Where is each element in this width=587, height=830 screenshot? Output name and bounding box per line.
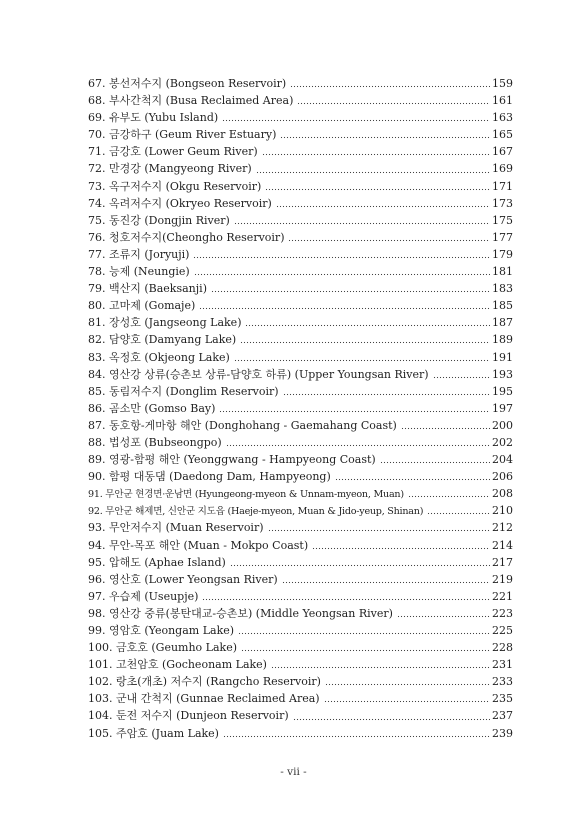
dot-leader (280, 136, 490, 139)
toc-entry-title: 91. 무안군 현경면·운남면 (Hyungeong-myeon & Unnam-myeon, Muan) (88, 489, 404, 501)
toc-entry-title: 97. 우습제 (Useupje) (88, 589, 199, 603)
toc-entry-title: 98. 영산강 중류(봉탄대교-승촌보) (Middle Yeongsan River) (88, 606, 393, 620)
toc-entry-page: 219 (492, 572, 513, 586)
toc-entry-title: 67. 봉선저수지 (Bongseon Reservoir) (88, 77, 287, 90)
toc-entry-page: 169 (492, 162, 513, 176)
toc-entry-title: 69. 유부도 (Yubu Island) (88, 111, 219, 125)
dot-leader (288, 239, 490, 242)
toc-entry-page: 189 (492, 333, 513, 347)
dot-leader (199, 307, 490, 310)
toc-entry[interactable] (88, 502, 513, 519)
toc-entry-page: 208 (492, 487, 513, 501)
toc-entry-page: 212 (492, 521, 513, 535)
toc-entry-title: 103. 군내 간척지 (Gunnae Reclaimed Area) (88, 692, 320, 706)
dot-leader (241, 649, 490, 652)
dot-leader (245, 324, 490, 327)
toc-entry-title: 89. 영광-함평 해안 (Yeonggwang - Hampyeong Coast) (88, 453, 376, 467)
dot-leader (230, 564, 490, 567)
toc-entry[interactable] (88, 725, 513, 742)
toc-entry-title: 73. 옥구저수지 (Okgu Reservoir) (88, 179, 262, 193)
toc-entry-title: 92. 무안군 해제면, 신안군 지도읍 (Haeje-myeon, Muan & Jido-yeup, Shinan) (88, 506, 424, 518)
dot-leader (276, 205, 490, 208)
toc-entry-page: 235 (492, 692, 513, 706)
dot-leader (223, 735, 490, 738)
toc-entry-title: 86. 곰소만 (Gomso Bay) (88, 401, 216, 415)
toc-entry[interactable] (88, 143, 513, 160)
dot-leader (234, 222, 490, 225)
toc-entry[interactable] (88, 605, 513, 622)
toc-entry-title: 70. 금강하구 (Geum River Estuary) (88, 128, 277, 142)
toc-entry-title: 81. 장성호 (Jangseong Lake) (88, 316, 242, 330)
toc-entry[interactable] (88, 690, 513, 707)
toc-entry[interactable] (88, 280, 513, 297)
toc-entry-title: 90. 함평 대동댐 (Daedong Dam, Hampyeong) (88, 470, 331, 484)
toc-entry-page: 237 (492, 709, 513, 723)
toc-entry-page: 197 (492, 401, 513, 415)
toc-entry-title: 99. 영암호 (Yeongam Lake) (88, 624, 235, 637)
toc-entry-title: 85. 동림저수지 (Donglim Reservoir) (88, 384, 279, 398)
toc-entry[interactable] (88, 349, 513, 366)
toc-entry-title: 94. 무안-목포 해안 (Muan - Mokpo Coast) (88, 538, 309, 552)
toc-entry-title: 78. 능제 (Neungie) (88, 265, 190, 279)
dot-leader (256, 171, 490, 174)
toc-entry[interactable] (88, 519, 513, 536)
dot-leader (312, 547, 490, 550)
toc-entry[interactable] (88, 212, 513, 229)
dot-leader (202, 598, 490, 601)
dot-leader (325, 683, 490, 686)
toc-entry-page: 181 (492, 265, 513, 279)
toc-entry-title: 95. 압해도 (Aphae Island) (88, 555, 226, 569)
dot-leader (290, 85, 490, 88)
toc-entry-page: 175 (492, 213, 513, 227)
toc-entry[interactable] (88, 366, 513, 383)
toc-entry[interactable] (88, 707, 513, 724)
toc-entry[interactable] (88, 126, 513, 143)
toc-entry-title: 72. 만경강 (Mangyeong River) (88, 162, 252, 176)
toc-entry-page: 183 (492, 282, 513, 296)
dot-leader (222, 119, 490, 122)
toc-entry-title: 84. 영산강 상류(승촌보 상류-담양호 하류) (Upper Youngsan River) (88, 367, 429, 381)
toc-entry-page: 231 (492, 658, 513, 672)
toc-entry-title: 105. 주암호 (Juam Lake) (88, 726, 219, 740)
dot-leader (234, 359, 490, 362)
toc-entry[interactable] (88, 468, 513, 485)
toc-entry-page: 159 (492, 77, 513, 90)
dot-leader (238, 632, 490, 635)
toc-entry-title: 82. 담양호 (Damyang Lake) (88, 333, 237, 347)
toc-entry-page: 161 (492, 94, 513, 108)
toc-entry-title: 77. 조류지 (Joryuji) (88, 247, 190, 261)
toc-entry[interactable] (88, 331, 513, 348)
toc-entry-title: 102. 랑초(개초) 저수지 (Rangcho Reservoir) (88, 675, 321, 689)
toc-entry-title: 88. 법성포 (Bubseongpo) (88, 435, 222, 449)
dot-leader (219, 410, 490, 413)
toc-entry-title: 74. 옥려저수지 (Okryeo Reservoir) (88, 196, 272, 210)
toc-entry-title: 83. 옥정호 (Okjeong Lake) (88, 350, 230, 364)
toc-entry[interactable] (88, 297, 513, 314)
toc-entry-page: 217 (492, 555, 513, 569)
dot-leader (226, 444, 490, 447)
toc-entry[interactable] (88, 656, 513, 673)
toc-entry-page: 173 (492, 196, 513, 210)
toc-entry-page: 239 (492, 726, 513, 740)
dot-leader (335, 478, 490, 481)
toc-entry[interactable] (88, 571, 513, 588)
dot-leader (408, 495, 490, 498)
toc-entry-page: 225 (492, 624, 513, 637)
toc-entry-page: 214 (492, 538, 513, 552)
toc-entry-page: 191 (492, 350, 513, 364)
toc-entry-page: 210 (492, 504, 513, 518)
toc-entry-page: 171 (492, 179, 513, 193)
toc-entry-title: 100. 금호호 (Geumho Lake) (88, 641, 237, 655)
dot-leader (283, 393, 490, 396)
dot-leader (401, 427, 490, 430)
toc-entry-title: 93. 무안저수지 (Muan Reservoir) (88, 521, 264, 535)
toc-entry-title: 71. 금강호 (Lower Geum River) (88, 145, 258, 159)
toc-entry-title: 104. 둔전 저수지 (Dunjeon Reservoir) (88, 709, 289, 723)
toc-entry-page: 185 (492, 299, 513, 313)
toc-entry-page: 187 (492, 316, 513, 330)
toc-entry[interactable] (88, 229, 513, 246)
toc-entry[interactable] (88, 195, 513, 212)
toc-entry-page: 233 (492, 675, 513, 689)
toc-entry-page: 200 (492, 418, 513, 432)
toc-entry[interactable] (88, 400, 513, 417)
toc-entry-title: 101. 고천암호 (Gocheonam Lake) (88, 658, 267, 672)
toc-entry[interactable] (88, 588, 513, 605)
toc-entry[interactable] (88, 92, 513, 109)
toc-entry[interactable] (88, 246, 513, 263)
toc-entry[interactable] (88, 434, 513, 451)
toc-entry-title: 76. 청호저수지(Cheongho Reservoir) (88, 230, 285, 244)
toc-entry-page: 167 (492, 145, 513, 159)
toc-entry[interactable] (88, 417, 513, 434)
toc-entry[interactable] (88, 537, 513, 554)
toc-entry[interactable] (88, 160, 513, 177)
toc-entry[interactable] (88, 622, 513, 639)
toc-entry[interactable] (88, 263, 513, 280)
toc-entry-page: 221 (492, 589, 513, 603)
toc-entry-title: 75. 동진강 (Dongjin River) (88, 213, 230, 227)
toc-entry[interactable] (88, 383, 513, 400)
dot-leader (271, 666, 490, 669)
toc-entry[interactable] (88, 485, 513, 502)
dot-leader (297, 102, 490, 105)
dot-leader (427, 512, 490, 515)
toc-entry-title: 68. 부사간척지 (Busa Reclaimed Area) (88, 94, 294, 108)
dot-leader (240, 341, 490, 344)
toc-entry-page: 195 (492, 384, 513, 398)
toc-entry-title: 87. 동호항-게마항 해안 (Donghohang - Gaemahang Coast) (88, 418, 397, 432)
toc-entry-page: 206 (492, 470, 513, 484)
dot-leader (433, 376, 490, 379)
toc-entry-title: 80. 고마제 (Gomaje) (88, 299, 196, 313)
dot-leader (293, 718, 490, 721)
dot-leader (397, 615, 490, 618)
toc-entry[interactable] (88, 75, 513, 92)
table-of-contents (88, 75, 513, 742)
toc-entry-page: 179 (492, 247, 513, 261)
toc-entry[interactable] (88, 673, 513, 690)
dot-leader (282, 581, 490, 584)
toc-entry[interactable] (88, 451, 513, 468)
dot-leader (194, 273, 490, 276)
dot-leader (324, 700, 490, 703)
page-number: - vii - (280, 766, 307, 778)
toc-entry[interactable] (88, 314, 513, 331)
toc-entry[interactable] (88, 639, 513, 656)
dot-leader (265, 188, 490, 191)
toc-entry-page: 165 (492, 128, 513, 142)
toc-entry-page: 223 (492, 606, 513, 620)
toc-entry-page: 193 (492, 367, 513, 381)
toc-entry-page: 228 (492, 641, 513, 655)
dot-leader (262, 153, 490, 156)
toc-entry[interactable] (88, 178, 513, 195)
toc-entry-title: 96. 영산호 (Lower Yeongsan River) (88, 572, 278, 586)
dot-leader (268, 529, 490, 532)
toc-entry-page: 202 (492, 435, 513, 449)
toc-entry[interactable] (88, 554, 513, 571)
toc-entry-page: 177 (492, 230, 513, 244)
toc-entry-title: 79. 백산지 (Baeksanji) (88, 282, 207, 296)
dot-leader (211, 290, 490, 293)
dot-leader (193, 256, 490, 259)
toc-entry-page: 163 (492, 111, 513, 125)
dot-leader (380, 461, 490, 464)
toc-entry-page: 204 (492, 453, 513, 467)
toc-entry[interactable] (88, 109, 513, 126)
